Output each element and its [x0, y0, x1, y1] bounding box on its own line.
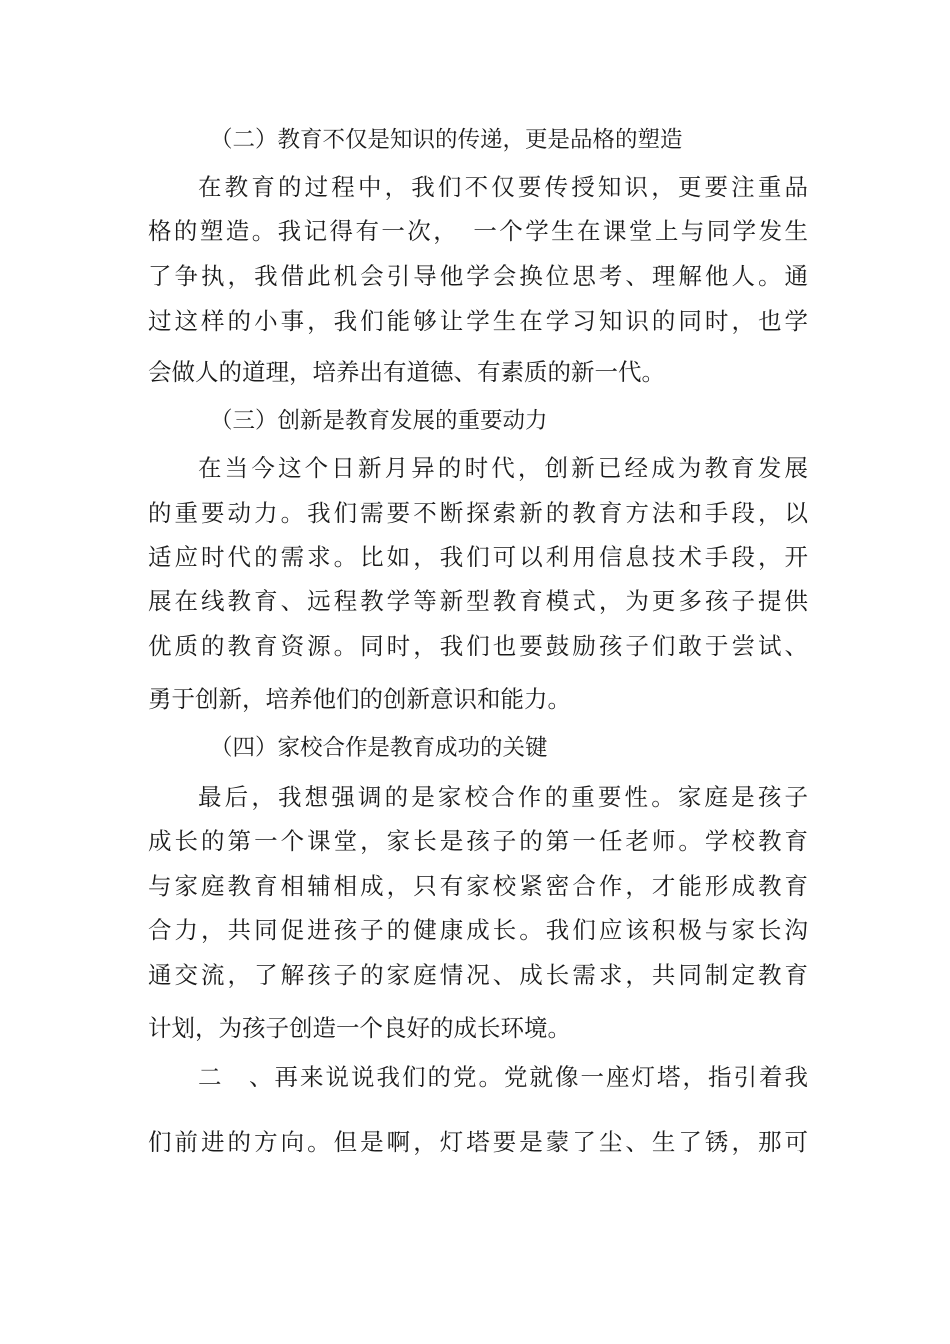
paragraph-line: 格的塑造。我记得有一次， 一个学生在课堂上与同学发生 — [148, 217, 808, 245]
paragraph-line: 与家庭教育相辅相成，只有家校紧密合作，才能形成教育 — [148, 872, 808, 900]
paragraph-line: 勇于创新，培养他们的创新意识和能力。 — [148, 685, 571, 713]
paragraph-line: 成长的第一个课堂，家长是孩子的第一任老师。学校教育 — [148, 827, 808, 855]
paragraph-line: 的重要动力。我们需要不断探索新的教育方法和手段，以 — [148, 499, 808, 527]
paragraph-line: 二 、再来说说我们的党。党就像一座灯塔，指引着我 — [198, 1063, 808, 1091]
paragraph-line: 计划，为孩子创造一个良好的成长环境。 — [148, 1014, 571, 1042]
paragraph-line: 们前进的方向。但是啊，灯塔要是蒙了尘、生了锈，那可 — [148, 1128, 808, 1156]
paragraph-line: 会做人的道理，培养出有道德、有素质的新一代。 — [148, 358, 665, 386]
paragraph-line: 优质的教育资源。同时，我们也要鼓励孩子们敢于尝试、 — [148, 632, 808, 660]
paragraph-line: 合力，共同促进孩子的健康成长。我们应该积极与家长沟 — [148, 916, 808, 944]
paragraph-line: 适应时代的需求。比如，我们可以利用信息技术手段，开 — [148, 543, 808, 571]
paragraph-line: 在当今这个日新月异的时代，创新已经成为教育发展 — [198, 454, 808, 482]
paragraph-line: 在教育的过程中，我们不仅要传授知识，更要注重品 — [198, 173, 808, 201]
section-heading-4: （四）家校合作是教育成功的关键 — [210, 735, 548, 761]
paragraph-line: 过这样的小事，我们能够让学生在学习知识的同时，也学 — [148, 307, 808, 335]
paragraph-line: 展在线教育、远程教学等新型教育模式，为更多孩子提供 — [148, 587, 808, 615]
paragraph-line: 了争执，我借此机会引导他学会换位思考、理解他人。通 — [148, 262, 808, 290]
section-heading-2: （二）教育不仅是知识的传递，更是品格的塑造 — [210, 127, 683, 153]
section-heading-3: （三）创新是教育发展的重要动力 — [210, 408, 548, 434]
paragraph-line: 最后，我想强调的是家校合作的重要性。家庭是孩子 — [198, 783, 808, 811]
paragraph-line: 通交流，了解孩子的家庭情况、成长需求，共同制定教育 — [148, 961, 808, 989]
